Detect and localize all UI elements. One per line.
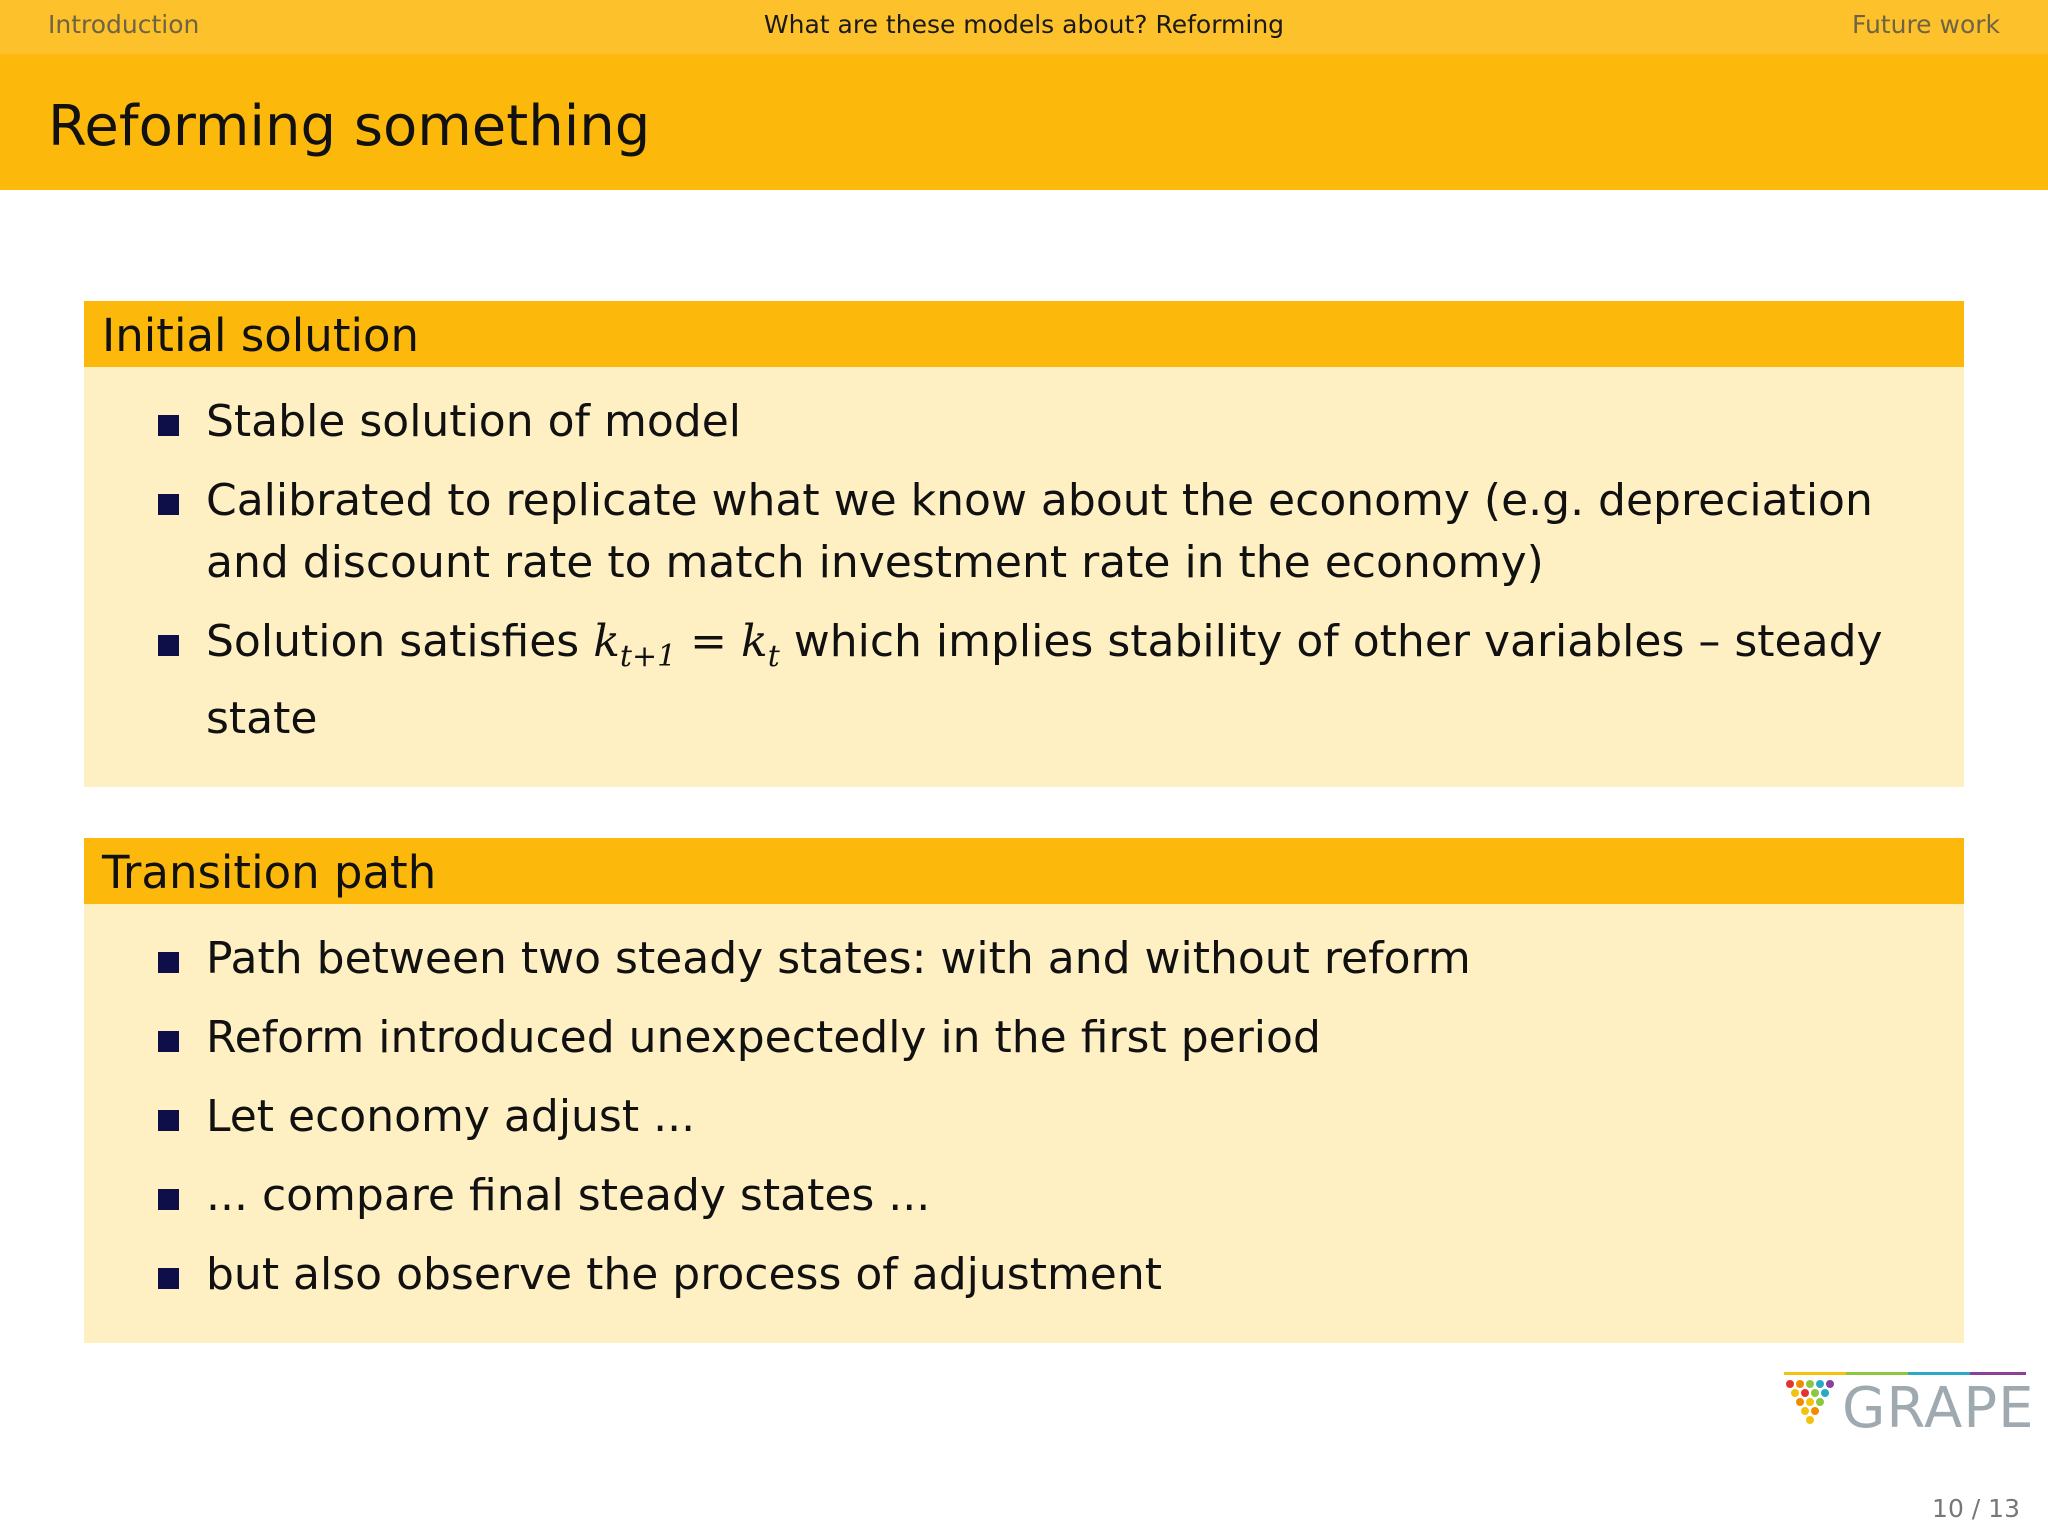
list-item (84, 1007, 1944, 1069)
grape-logo (1780, 1372, 2035, 1441)
list-item (84, 391, 1944, 453)
item-text: Calibrated to replicate what we know about the economy (e.g. depreciation and discount rate to match investment rate in the economy) (206, 475, 1873, 588)
item-text: ... compare final steady states ... (206, 1170, 931, 1221)
nav-section-current[interactable]: What are these models about? Reforming (763, 10, 1285, 39)
list-item (84, 928, 1944, 990)
math-rhs-subscript: t (767, 638, 780, 674)
block-title: Transition path (84, 838, 1964, 904)
square-bullet-icon (158, 1031, 179, 1052)
math-lhs-subscript: t+1 (619, 638, 677, 674)
square-bullet-icon (158, 1110, 179, 1131)
list-item (84, 1244, 1944, 1306)
item-text: Stable solution of model (206, 396, 741, 447)
square-bullet-icon (158, 415, 179, 436)
block-body (84, 367, 1964, 787)
block-transition-path (84, 838, 1964, 1343)
navigation-bar (0, 0, 2048, 54)
list-item (84, 1086, 1944, 1148)
square-bullet-icon (158, 635, 179, 656)
square-bullet-icon (158, 1189, 179, 1210)
math-lhs: k (593, 616, 620, 667)
nav-section-introduction[interactable]: Introduction (48, 10, 200, 39)
item-text: Let economy adjust ... (206, 1091, 696, 1142)
item-text: Path between two steady states: with and without reform (206, 933, 1471, 984)
list-item (84, 611, 1944, 750)
square-bullet-icon (158, 494, 179, 515)
item-text: but also observe the process of adjustment (206, 1249, 1163, 1300)
frame-title-bar (0, 54, 2048, 190)
block-initial-solution (84, 301, 1964, 787)
block-title: Initial solution (84, 301, 1964, 367)
page-number: 10 / 13 (1932, 1494, 2020, 1523)
list-item (84, 1165, 1944, 1227)
math-equals: = (676, 616, 742, 667)
block-body (84, 904, 1964, 1343)
list-item (84, 470, 1944, 594)
item-text: Reform introduced unexpectedly in the first period (206, 1012, 1321, 1063)
nav-section-future-work[interactable]: Future work (1851, 10, 2000, 39)
square-bullet-icon (158, 952, 179, 973)
item-text-before: Solution satisfies (206, 616, 594, 667)
square-bullet-icon (158, 1268, 179, 1289)
math-rhs: k (741, 616, 768, 667)
math-expression (593, 616, 780, 674)
frame-title: Reforming something (48, 94, 651, 159)
logo-text: GRAPE (1842, 1376, 2035, 1441)
item-text-after: which implies stability of other variables – steady state (206, 616, 1883, 744)
